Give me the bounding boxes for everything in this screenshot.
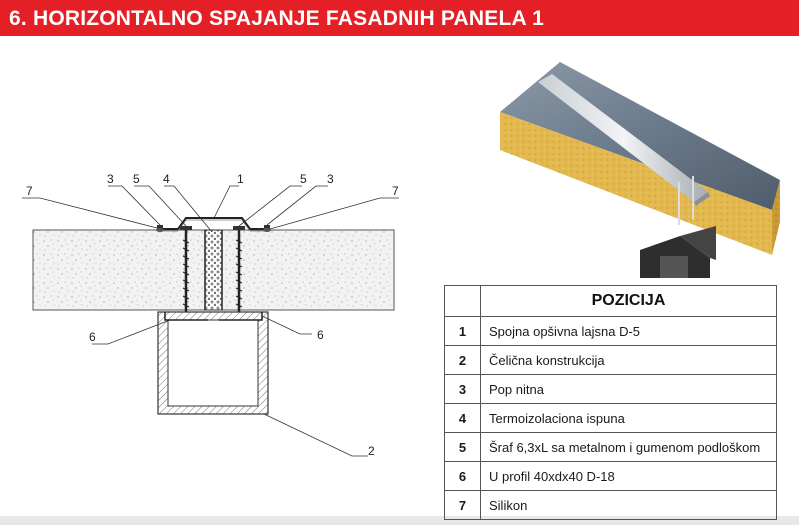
row-number: 6	[445, 462, 481, 491]
silicone-left	[156, 228, 164, 232]
callout-7-left: 7	[26, 184, 33, 198]
row-description: Silikon	[481, 491, 777, 520]
callout-5-left: 5	[133, 172, 140, 186]
row-number: 2	[445, 346, 481, 375]
table-row	[445, 433, 777, 462]
row-number: 4	[445, 404, 481, 433]
table-row	[445, 375, 777, 404]
row-number: 3	[445, 375, 481, 404]
row-number: 1	[445, 317, 481, 346]
thermal-insulation-fill	[205, 230, 222, 310]
row-description: Šraf 6,3xL sa metalnom i gumenom podloškom	[481, 433, 777, 462]
parts-table	[444, 285, 777, 520]
right-sandwich-panel	[222, 230, 394, 310]
table-row	[445, 317, 777, 346]
row-number: 5	[445, 433, 481, 462]
page-title: 6. HORIZONTALNO SPAJANJE FASADNIH PANELA 1	[9, 7, 545, 30]
table-row	[445, 404, 777, 433]
callout-1: 1	[237, 172, 244, 186]
row-number: 7	[445, 491, 481, 520]
table-header-blank	[445, 286, 481, 317]
left-sandwich-panel	[33, 230, 205, 310]
table-row	[445, 346, 777, 375]
callout-4: 4	[163, 172, 170, 186]
callout-2: 2	[368, 444, 375, 458]
callout-3-left: 3	[107, 172, 114, 186]
callout-5-right: 5	[300, 172, 307, 186]
steel-tube-profile	[158, 312, 268, 414]
silicone-right	[263, 228, 271, 232]
row-description: U profil 40xdx40 D-18	[481, 462, 777, 491]
table-row	[445, 491, 777, 520]
table-header-title: POZICIJA	[481, 286, 777, 317]
row-description: Čelična konstrukcija	[481, 346, 777, 375]
row-description: Termoizolaciona ispuna	[481, 404, 777, 433]
row-description: Spojna opšivna lajsna D-5	[481, 317, 777, 346]
panel-joint-3d-illustration	[480, 50, 790, 280]
callout-7-right: 7	[392, 184, 399, 198]
table-header-row	[445, 286, 777, 317]
row-description: Pop nitna	[481, 375, 777, 404]
table-row	[445, 462, 777, 491]
callout-3-right: 3	[327, 172, 334, 186]
callout-6-right: 6	[317, 328, 324, 342]
callout-6-left: 6	[89, 330, 96, 344]
